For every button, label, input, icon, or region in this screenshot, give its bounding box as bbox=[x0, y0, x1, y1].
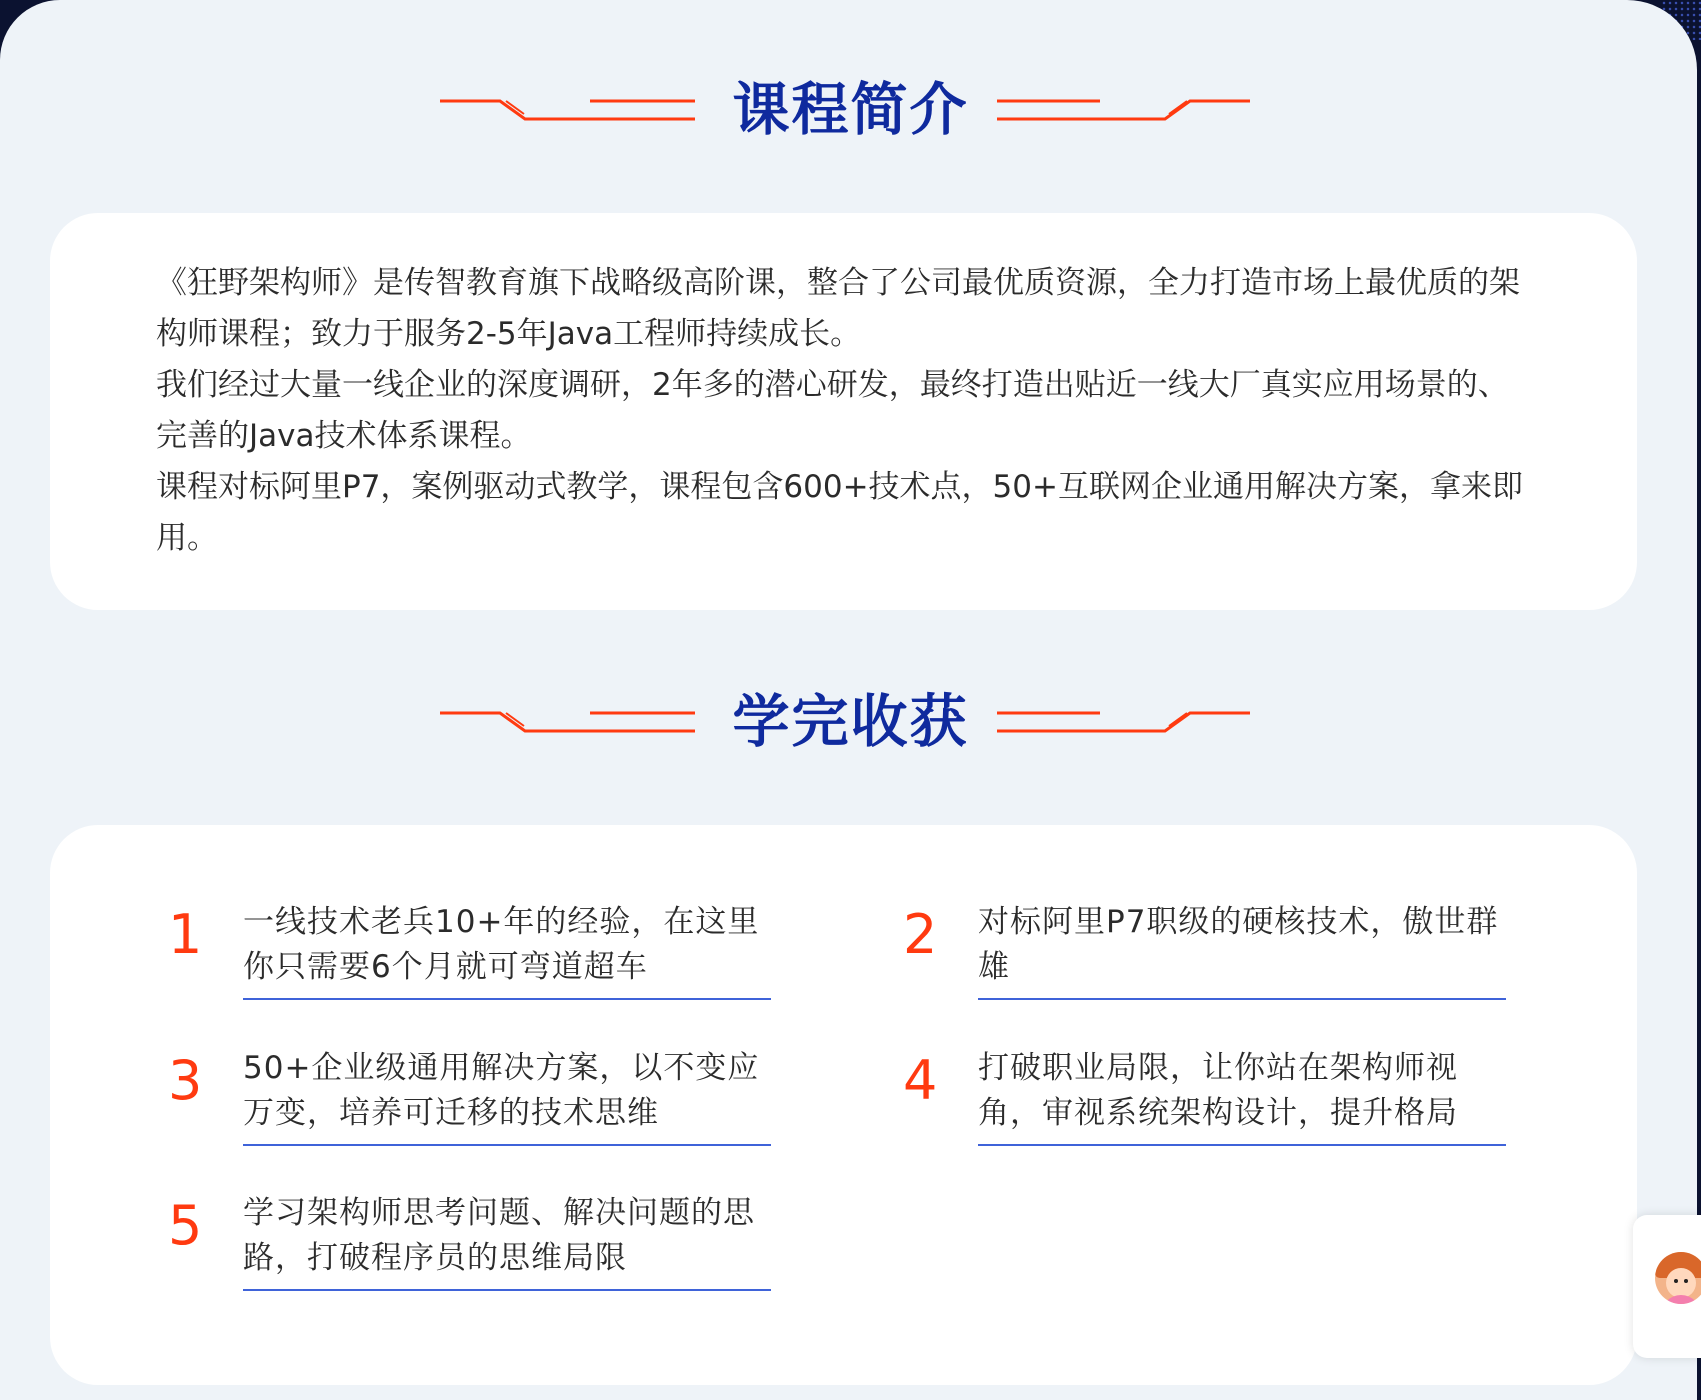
gain-number: 2 bbox=[903, 903, 938, 966]
customer-service-widget[interactable] bbox=[1633, 1215, 1701, 1358]
gains-title: 学完收获 bbox=[732, 689, 969, 755]
customer-service-avatar-icon[interactable] bbox=[1655, 1252, 1701, 1304]
intro-paragraph: 课程对标阿里P7，案例驱动式教学，课程包含600+技术点，50+互联网企业通用解决方案，拿来即用。 bbox=[156, 469, 1523, 556]
gain-number: 5 bbox=[168, 1194, 203, 1257]
gain-number: 3 bbox=[168, 1049, 203, 1112]
title-decoration-right bbox=[995, 90, 1255, 130]
gains-section-header bbox=[0, 682, 1701, 762]
gain-text: 50+企业级通用解决方案，以不变应万变，培养可迁移的技术思维 bbox=[243, 1046, 771, 1146]
gain-item bbox=[168, 1191, 771, 1291]
gain-item bbox=[903, 900, 1506, 1000]
gain-text: 打破职业局限，让你站在架构师视角，审视系统架构设计，提升格局 bbox=[978, 1046, 1506, 1146]
gain-text: 对标阿里P7职级的硬核技术，傲世群雄 bbox=[978, 900, 1506, 1000]
gain-number: 1 bbox=[168, 903, 203, 966]
intro-paragraph: 《狂野架构师》是传智教育旗下战略级高阶课，整合了公司最优质资源，全力打造市场上最优质的架构师课程；致力于服务2-5年Java工程师持续成长。 bbox=[156, 265, 1520, 352]
gain-text: 一线技术老兵10+年的经验，在这里你只需要6个月就可弯道超车 bbox=[243, 900, 771, 1000]
intro-body bbox=[156, 258, 1536, 564]
intro-paragraph: 我们经过大量一线企业的深度调研，2年多的潜心研发，最终打造出贴近一线大厂真实应用场景的、完善的Java技术体系课程。 bbox=[156, 367, 1509, 454]
gains-card bbox=[50, 825, 1637, 1385]
gain-item bbox=[168, 1046, 771, 1146]
gain-item bbox=[903, 1046, 1506, 1146]
gain-number: 4 bbox=[903, 1049, 938, 1112]
gain-item bbox=[168, 900, 771, 1000]
intro-card bbox=[50, 213, 1637, 610]
gain-text: 学习架构师思考问题、解决问题的思路，打破程序员的思维局限 bbox=[243, 1191, 771, 1291]
intro-title: 课程简介 bbox=[732, 77, 969, 143]
title-decoration-right bbox=[995, 702, 1255, 742]
intro-section-header bbox=[0, 70, 1701, 150]
